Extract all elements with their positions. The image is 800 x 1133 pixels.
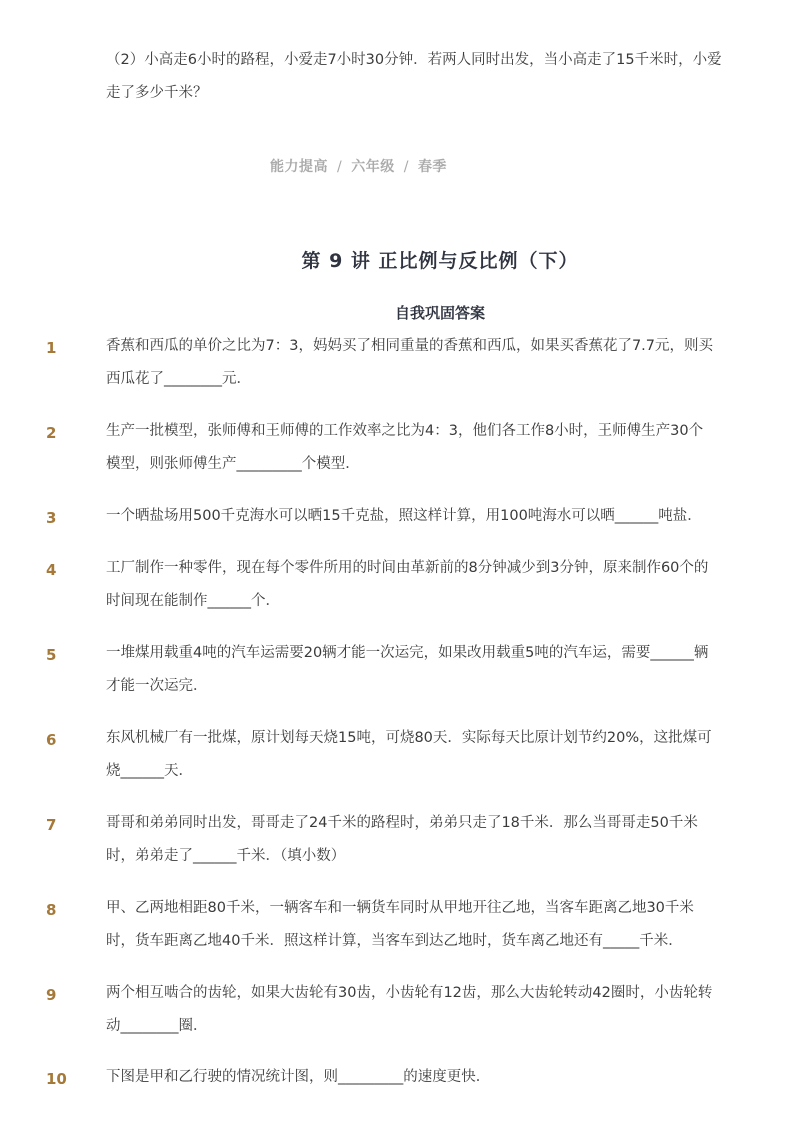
question-text: 生产一批模型，张师傅和王师傅的工作效率之比为4：3，他们各工作8小时，王师傅生产30个模型，则张师傅生产_________个模型． — [106, 423, 704, 472]
breadcrumb-item: 春季 — [417, 159, 447, 175]
breadcrumb — [270, 156, 447, 176]
question-text: 香蕉和西瓜的单价之比为7：3，妈妈买了相同重量的香蕉和西瓜，如果买香蕉花了7.7元，则买西瓜花了________元． — [106, 338, 714, 387]
question-text: 甲、乙两地相距80千米，一辆客车和一辆货车同时从甲地开往乙地，当客车距离乙地30千米时，货车距离乙地40千米．照这样计算，当客车到达乙地时，货车离乙地还有_____千米． — [106, 900, 694, 949]
question-text: 两个相互啮合的齿轮，如果大齿轮有30齿，小齿轮有12齿，那么大齿轮转动42圈时，小齿轮转动________圈． — [106, 985, 713, 1034]
page-title: 第 9 讲 正比例与反比例（下） — [301, 250, 579, 272]
question-number: 2 — [46, 424, 57, 442]
question-text: 下图是甲和乙行驶的情况统计图，则_________的速度更快． — [106, 1069, 491, 1085]
question-number: 8 — [46, 901, 57, 919]
question-text: 一堆煤用载重4吨的汽车运需要20辆才能一次运完，如果改用载重5吨的汽车运，需要______辆才能一次运完． — [106, 645, 709, 694]
question-number: 4 — [46, 561, 57, 579]
question-text: 一个晒盐场用500千克海水可以晒15千克盐，照这样计算，用100吨海水可以晒______吨盐． — [106, 508, 702, 524]
previous-question-text: （2）小高走6小时的路程，小爱走7小时30分钟．若两人同时出发，当小高走了15千米时，小爱走了多少千米？ — [106, 52, 722, 101]
breadcrumb-separator: / — [403, 159, 409, 175]
question-text: 东风机械厂有一批煤，原计划每天烧15吨，可烧80天．实际每天比原计划节约20%，这批煤可烧______天． — [106, 730, 712, 779]
question-text: 哥哥和弟弟同时出发，哥哥走了24千米的路程时，弟弟只走了18千米．那么当哥哥走50千米时，弟弟走了______千米．（填小数） — [106, 815, 698, 864]
breadcrumb-item: 能力提高 — [270, 159, 328, 175]
section-subtitle: 自我巩固答案 — [394, 304, 485, 322]
question-text: 工厂制作一种零件，现在每个零件所用的时间由革新前的8分钟减少到3分钟，原来制作60个的时间现在能制作______个． — [106, 560, 709, 609]
question-number: 3 — [46, 509, 57, 527]
question-number: 7 — [46, 816, 57, 834]
question-number: 1 — [46, 339, 57, 357]
question-number: 5 — [46, 646, 57, 664]
breadcrumb-separator: / — [337, 159, 343, 175]
question-number: 9 — [46, 986, 57, 1004]
breadcrumb-item: 六年级 — [351, 159, 395, 175]
question-number: 6 — [46, 731, 57, 749]
question-number: 10 — [46, 1070, 67, 1088]
